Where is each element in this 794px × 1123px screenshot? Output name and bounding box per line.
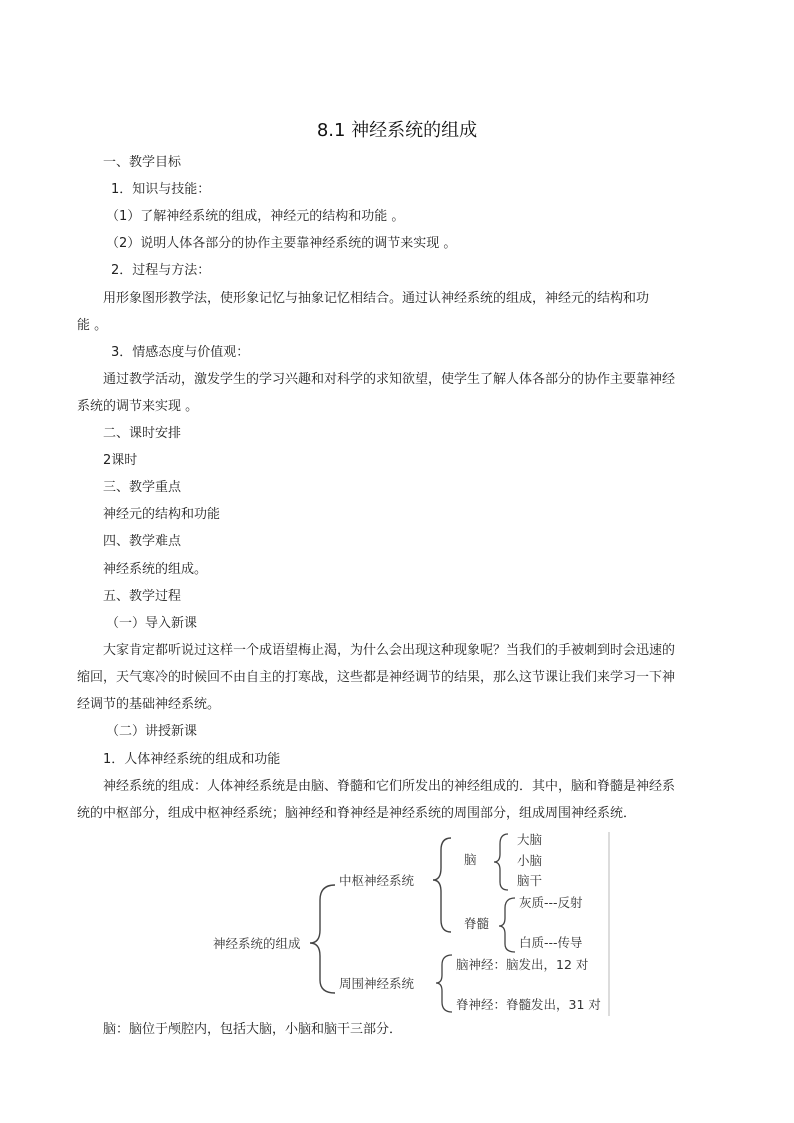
text-line: 缩回，天气寒冷的时候回不由自主的打寒战，这些都是神经调节的结果，那么这节课让我们来学习一下神 xyxy=(77,670,676,685)
text-line: 经调节的基础神经系统。 xyxy=(77,697,221,712)
cerebellum-label: 小脑 xyxy=(517,853,543,868)
section-heading: 一、教学目标 xyxy=(103,155,182,170)
text-line: 能 。 xyxy=(77,318,108,333)
subheading: 1．人体神经系统的组成和功能 xyxy=(103,752,281,767)
subheading: 3．情感态度与价值观： xyxy=(111,345,250,360)
cranial-nerve-label: 脑神经：脑发出，12 对 xyxy=(456,957,589,972)
text-line: 系统的调节来实现 。 xyxy=(77,399,199,414)
subheading: 1．知识与技能： xyxy=(111,182,211,197)
spinal-cord-label: 脊髓 xyxy=(464,916,490,931)
section-heading: 四、教学难点 xyxy=(103,534,182,549)
text-line: 脑：脑位于颅腔内，包括大脑，小脑和脑干三部分． xyxy=(103,1022,403,1037)
section-heading: 三、教学重点 xyxy=(103,480,182,495)
spinal-nerve-label: 脊神经：脊髓发出，31 对 xyxy=(456,997,601,1012)
brain-label: 脑 xyxy=(464,852,477,867)
text-line: （1）了解神经系统的组成，神经元的结构和功能 。 xyxy=(106,209,405,224)
text-line: 神经元的结构和功能 xyxy=(103,507,221,522)
text-line: 通过教学活动，激发学生的学习兴趣和对科学的求知欲望，使学生了解人体各部分的协作主要靠神经 xyxy=(103,372,676,387)
text-line: （2）说明人体各部分的协作主要靠神经系统的调节来实现 。 xyxy=(106,236,457,251)
text-line: 大家肯定都听说过这样一个成语望梅止渴，为什么会出现这种现象呢？当我们的手被刺到时会迅速的 xyxy=(103,643,676,658)
brainstem-label: 脑干 xyxy=(517,873,543,888)
root-label: 神经系统的组成 xyxy=(213,936,301,951)
nervous-system-diagram xyxy=(205,830,615,1016)
cerebrum-label: 大脑 xyxy=(517,832,543,847)
subheading: （二）讲授新课 xyxy=(106,724,198,739)
gray-matter-label: 灰质---反射 xyxy=(519,895,583,910)
subheading: （一）导入新课 xyxy=(106,616,198,631)
text-line: 用形象图形教学法，使形象记忆与抽象记忆相结合。通过认神经系统的组成，神经元的结构和功 xyxy=(103,291,650,306)
central-label: 中枢神经系统 xyxy=(339,873,415,888)
section-heading: 五、教学过程 xyxy=(103,589,182,604)
white-matter-label: 白质---传导 xyxy=(519,935,583,950)
text-line: 统的中枢部分，组成中枢神经系统；脑神经和脊神经是神经系统的周围部分，组成周围神经系统． xyxy=(77,806,637,821)
subheading: 2．过程与方法： xyxy=(111,263,211,278)
text-line: 2课时 xyxy=(103,453,138,468)
text-line: 神经系统的组成。 xyxy=(103,562,208,577)
text-line: 神经系统的组成：人体神经系统是由脑、脊髓和它们所发出的神经组成的．其中，脑和脊髓是神经系 xyxy=(103,779,676,794)
peripheral-label: 周围神经系统 xyxy=(339,976,415,991)
page-title: 8.1 神经系统的组成 xyxy=(316,120,478,141)
section-heading: 二、课时安排 xyxy=(103,426,182,441)
